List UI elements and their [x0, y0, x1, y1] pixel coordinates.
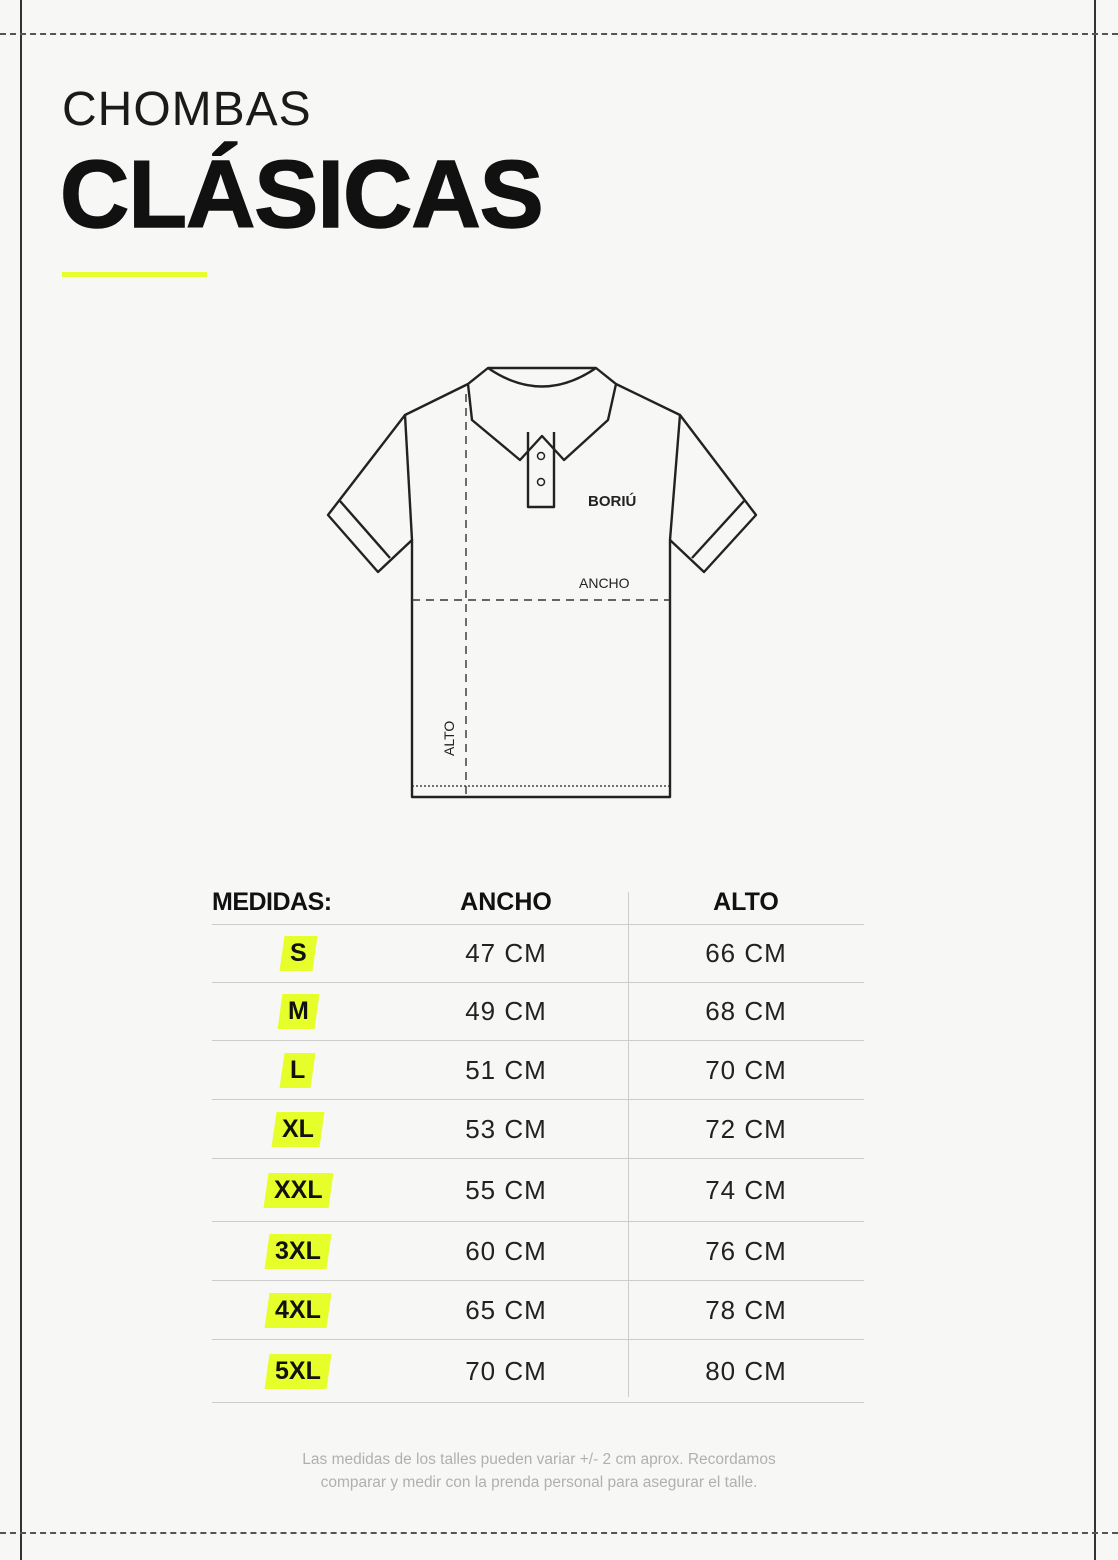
model-title: CLÁSICAS — [60, 141, 543, 248]
width-cell: 47 CM — [465, 938, 547, 968]
bottom-cut-line — [0, 1532, 1118, 1534]
table-row — [212, 1100, 864, 1159]
width-label: ANCHO — [579, 575, 630, 591]
width-cell: 65 CM — [465, 1294, 547, 1325]
header-sizes: MEDIDAS: — [212, 887, 332, 916]
polo-shirt-outline-icon — [320, 360, 770, 810]
size-badge: XL — [272, 1112, 325, 1147]
right-border-line — [1094, 0, 1096, 1560]
disclaimer-line-1: Las medidas de los talles pueden variar +/- 2 cm aprox. Recordamos — [302, 1451, 776, 1468]
height-cell: 72 CM — [705, 1113, 787, 1144]
height-cell: 78 CM — [705, 1294, 787, 1325]
size-cell — [212, 936, 384, 971]
disclaimer-note — [0, 1448, 1078, 1494]
size-cell — [212, 1053, 384, 1088]
table-row — [212, 1159, 864, 1222]
disclaimer-line-2: comparar y medir con la prenda personal para asegurar el talle. — [320, 1474, 758, 1491]
size-cell — [212, 1293, 384, 1328]
width-cell: 60 CM — [465, 1235, 547, 1266]
table-row — [212, 1340, 864, 1403]
table-header — [212, 880, 864, 925]
height-cell: 66 CM — [705, 938, 787, 968]
size-cell — [212, 994, 384, 1029]
brand-logo: BORIÚ — [588, 493, 637, 510]
size-badge: 5XL — [265, 1354, 332, 1389]
width-cell: 49 CM — [465, 996, 547, 1026]
table-row — [212, 1281, 864, 1340]
size-badge: S — [279, 936, 317, 971]
height-cell: 80 CM — [705, 1355, 787, 1386]
height-cell: 74 CM — [705, 1174, 787, 1205]
header-height: ALTO — [713, 887, 779, 916]
size-cell — [212, 1234, 384, 1269]
size-badge: XXL — [263, 1173, 333, 1208]
width-cell: 70 CM — [465, 1355, 547, 1386]
size-table — [212, 880, 864, 1403]
height-cell: 68 CM — [705, 996, 787, 1026]
top-cut-line — [0, 33, 1118, 35]
table-row — [212, 983, 864, 1041]
height-cell: 76 CM — [705, 1235, 787, 1266]
table-row — [212, 1222, 864, 1281]
header-width: ANCHO — [460, 887, 552, 916]
height-label: ALTO — [441, 720, 457, 756]
size-badge: 3XL — [265, 1234, 332, 1269]
category-title: CHOMBAS — [62, 83, 312, 136]
table-row — [212, 1041, 864, 1100]
left-border-line — [20, 0, 22, 1560]
size-cell — [212, 1354, 384, 1389]
accent-underline — [62, 272, 207, 277]
size-badge: 4XL — [265, 1293, 332, 1328]
height-cell: 70 CM — [705, 1054, 787, 1085]
width-cell: 55 CM — [465, 1174, 547, 1205]
width-cell: 51 CM — [465, 1054, 547, 1085]
size-cell — [212, 1173, 384, 1208]
width-cell: 53 CM — [465, 1113, 547, 1144]
size-badge: L — [280, 1053, 316, 1088]
size-cell — [212, 1112, 384, 1147]
table-row — [212, 925, 864, 983]
size-badge: M — [277, 994, 319, 1029]
